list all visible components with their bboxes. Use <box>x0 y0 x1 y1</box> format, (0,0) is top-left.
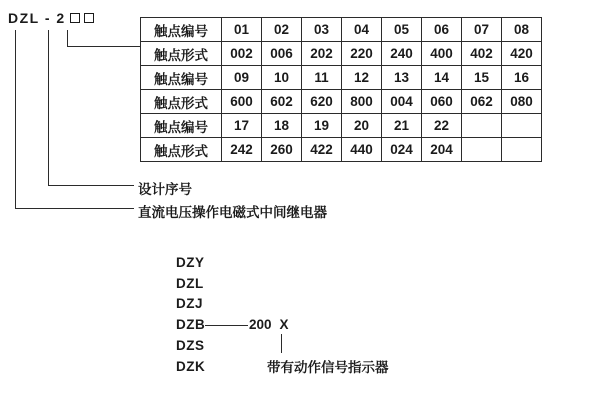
value-cell: 21 <box>382 114 422 138</box>
code-placeholder-box-1 <box>70 13 80 23</box>
value-cell <box>462 138 502 162</box>
value-cell: 440 <box>342 138 382 162</box>
value-cell: 422 <box>302 138 342 162</box>
dzb-model-number: 200 <box>249 317 272 332</box>
value-cell: 240 <box>382 42 422 66</box>
value-cell: 006 <box>262 42 302 66</box>
dzb-dash-line <box>205 325 248 326</box>
value-cell: 260 <box>262 138 302 162</box>
value-cell: 080 <box>502 90 542 114</box>
value-cell: 024 <box>382 138 422 162</box>
row-label-cell: 触点编号 <box>141 18 222 42</box>
value-cell: 05 <box>382 18 422 42</box>
indicator-note: 带有动作信号指示器 <box>267 360 389 375</box>
value-cell <box>502 114 542 138</box>
value-cell: 10 <box>262 66 302 90</box>
series-item: DZS <box>176 338 205 354</box>
contact-table <box>140 17 542 162</box>
series-list <box>176 252 205 377</box>
value-cell: 04 <box>342 18 382 42</box>
series-item: DZL <box>176 275 204 291</box>
contact-table-grid <box>140 17 542 162</box>
row-label-cell: 触点形式 <box>141 138 222 162</box>
series-item: DZY <box>176 254 205 270</box>
value-cell: 16 <box>502 66 542 90</box>
value-cell: 12 <box>342 66 382 90</box>
row-label-cell: 触点形式 <box>141 42 222 66</box>
value-cell: 400 <box>422 42 462 66</box>
value-cell: 09 <box>222 66 262 90</box>
value-cell <box>462 114 502 138</box>
value-cell: 15 <box>462 66 502 90</box>
value-cell: 220 <box>342 42 382 66</box>
value-cell: 800 <box>342 90 382 114</box>
table-row <box>141 42 542 66</box>
value-cell: 18 <box>262 114 302 138</box>
contact-table-body <box>141 18 542 162</box>
value-cell: 402 <box>462 42 502 66</box>
indicator-connector-line <box>281 334 282 353</box>
row-label-cell: 触点编号 <box>141 114 222 138</box>
row-label-cell: 触点编号 <box>141 66 222 90</box>
value-cell: 062 <box>462 90 502 114</box>
value-cell: 07 <box>462 18 502 42</box>
value-cell: 19 <box>302 114 342 138</box>
value-cell: 420 <box>502 42 542 66</box>
series-item: DZK <box>176 358 206 374</box>
value-cell: 22 <box>422 114 462 138</box>
model-code-text: DZL - 2 <box>8 10 66 26</box>
value-cell <box>502 138 542 162</box>
value-cell: 11 <box>302 66 342 90</box>
value-cell: 602 <box>262 90 302 114</box>
value-cell: 620 <box>302 90 342 114</box>
relay-type-label: 直流电压操作电磁式中间继电器 <box>138 205 327 220</box>
dzb-suffix <box>249 317 289 332</box>
series-item: DZJ <box>176 296 204 312</box>
value-cell: 17 <box>222 114 262 138</box>
dzb-variant: X <box>279 317 289 332</box>
value-cell: 600 <box>222 90 262 114</box>
table-row <box>141 66 542 90</box>
value-cell: 060 <box>422 90 462 114</box>
value-cell: 004 <box>382 90 422 114</box>
value-cell: 01 <box>222 18 262 42</box>
design-serial-label: 设计序号 <box>138 182 192 197</box>
value-cell: 13 <box>382 66 422 90</box>
table-row <box>141 90 542 114</box>
value-cell: 204 <box>422 138 462 162</box>
series-item: DZB <box>176 317 206 333</box>
row-label-cell: 触点形式 <box>141 90 222 114</box>
value-cell: 06 <box>422 18 462 42</box>
value-cell: 02 <box>262 18 302 42</box>
value-cell: 20 <box>342 114 382 138</box>
connector-line-relay-type <box>15 30 134 209</box>
value-cell: 08 <box>502 18 542 42</box>
value-cell: 202 <box>302 42 342 66</box>
table-row <box>141 114 542 138</box>
table-row <box>141 18 542 42</box>
value-cell: 03 <box>302 18 342 42</box>
model-code-label <box>8 10 94 26</box>
value-cell: 002 <box>222 42 262 66</box>
value-cell: 242 <box>222 138 262 162</box>
code-placeholder-box-2 <box>84 13 94 23</box>
table-row <box>141 138 542 162</box>
value-cell: 14 <box>422 66 462 90</box>
